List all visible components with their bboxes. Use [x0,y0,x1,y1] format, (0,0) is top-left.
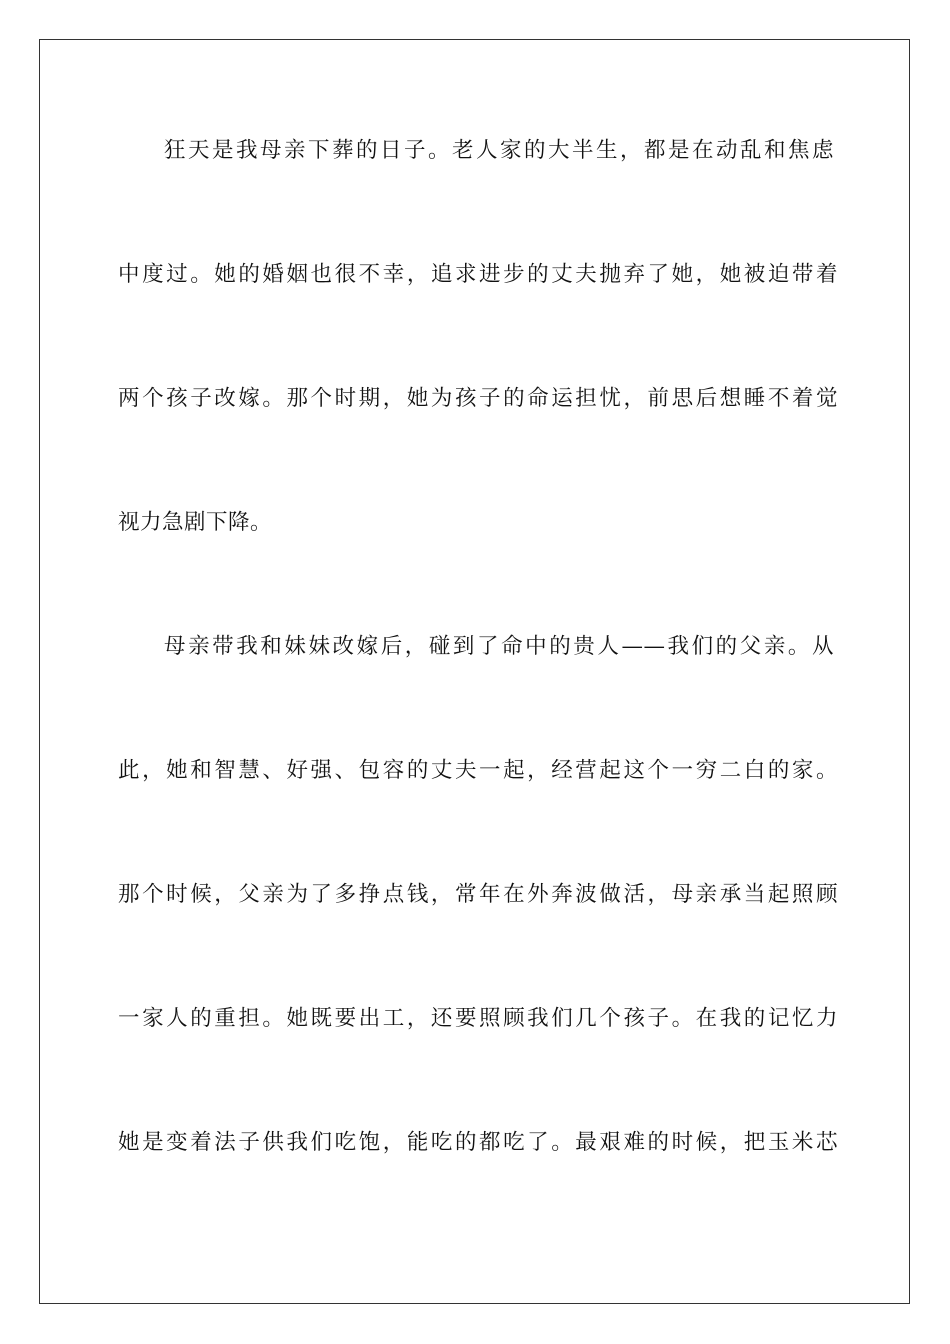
text-line-1: 狂天是我母亲下葬的日子。老人家的大半生，都是在动乱和焦虑 [164,138,834,163]
text-line-3: 两个孩子改嫁。那个时期，她为孩子的命运担忧，前思后想睡不着觉 [118,386,838,411]
text-line-8: 一家人的重担。她既要出工，还要照顾我们几个孩子。在我的记忆力 [118,1006,838,1031]
text-line-6: 此，她和智慧、好强、包容的丈夫一起，经营起这个一穷二白的家。 [118,758,838,783]
page-border [39,39,910,1304]
text-line-4: 视力急剧下降。 [118,510,273,535]
text-line-2: 中度过。她的婚姻也很不幸，追求进步的丈夫抛弃了她，她被迫带着 [118,262,838,287]
text-line-5: 母亲带我和妹妹改嫁后，碰到了命中的贵人——我们的父亲。从 [164,634,834,659]
text-line-9: 她是变着法子供我们吃饱，能吃的都吃了。最艰难的时候，把玉米芯 [118,1130,838,1155]
text-line-7: 那个时候，父亲为了多挣点钱，常年在外奔波做活，母亲承当起照顾 [118,882,838,907]
